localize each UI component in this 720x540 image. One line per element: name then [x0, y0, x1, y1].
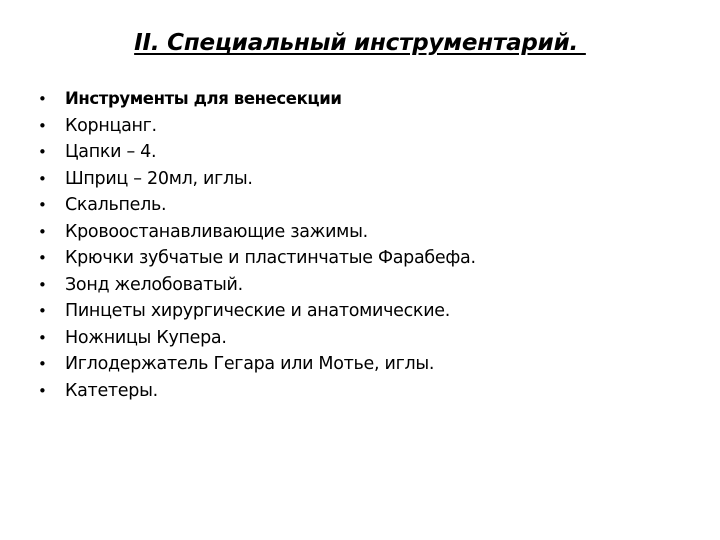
list-item: [38, 219, 476, 246]
bullet-icon: •: [38, 116, 47, 135]
list-item: [38, 325, 476, 352]
list-item: [38, 378, 476, 405]
bullet-icon: •: [38, 222, 47, 241]
list-item: [38, 272, 476, 299]
list-item: [38, 166, 476, 193]
list-item-text: Кровоостанавливающие зажимы.: [65, 221, 368, 242]
bullet-icon: •: [38, 355, 47, 373]
bullet-list: [38, 86, 476, 404]
list-item: [38, 245, 476, 272]
slide-title: II. Специальный инструментарий.: [134, 30, 586, 56]
list-item-text: Корнцанг.: [65, 115, 157, 136]
bullet-icon: •: [38, 143, 47, 161]
list-item: [38, 86, 476, 113]
bullet-icon: •: [38, 328, 47, 347]
list-item: [38, 351, 476, 378]
list-item-text: Ножницы Купера.: [65, 327, 227, 348]
list-item: [38, 113, 476, 140]
list-item: [38, 192, 476, 219]
list-item-text: Пинцеты хирургические и анатомические.: [65, 301, 450, 321]
list-item-text: Шприц – 20мл, иглы.: [65, 168, 253, 189]
bullet-icon: •: [38, 196, 47, 214]
list-item-text: Иглодержатель Гегара или Мотье, иглы.: [65, 354, 435, 374]
list-item-text: Крючки зубчатые и пластинчатые Фарабефа.: [65, 248, 476, 268]
list-item-text: Скальпель.: [65, 195, 167, 215]
list-item-text: Цапки – 4.: [65, 142, 157, 162]
bullet-icon: •: [38, 275, 47, 294]
bullet-icon: •: [38, 381, 47, 400]
bullet-icon: •: [38, 169, 47, 188]
list-item: [38, 298, 476, 325]
bullet-icon: •: [38, 302, 47, 320]
list-item-text: Зонд желобоватый.: [65, 274, 243, 295]
list-item-text: Катетеры.: [65, 380, 158, 401]
list-item-text: Инструменты для венесекции: [65, 89, 342, 108]
list-item: [38, 139, 476, 166]
bullet-icon: •: [38, 90, 47, 108]
bullet-icon: •: [38, 249, 47, 267]
